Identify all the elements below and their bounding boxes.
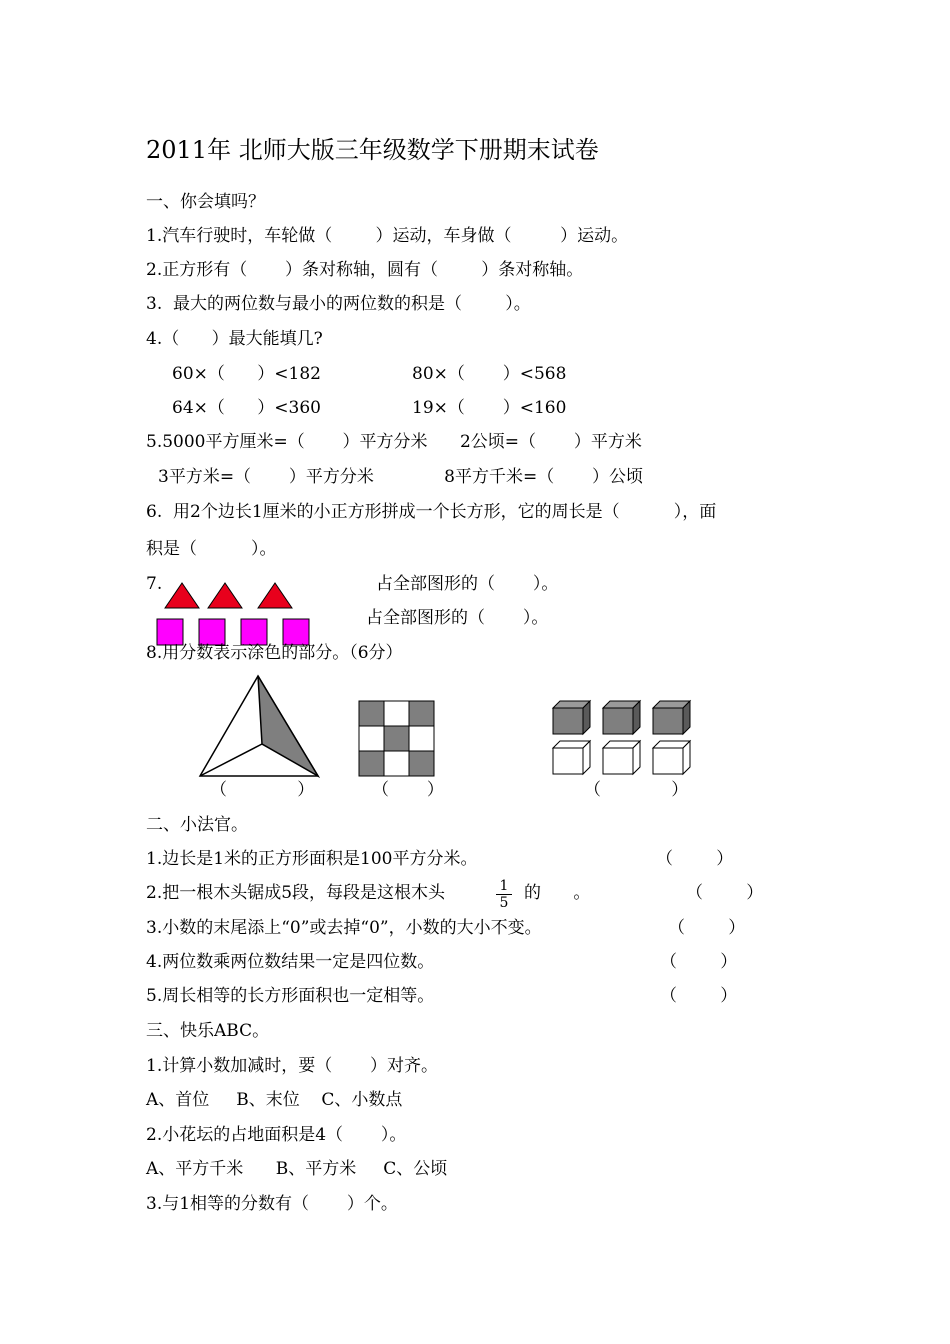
choice-question-3: 3.与1相等的分数有（ ）个。 <box>146 1194 398 1214</box>
question-1-2: 2.正方形有（ ）条对称轴，圆有（ ）条对称轴。 <box>146 260 584 280</box>
red-triangle <box>165 583 199 608</box>
choice-question-2: 2.小花坛的占地面积是4（ ）。 <box>146 1125 407 1145</box>
q4-item-4: 19×（ ）<160 <box>412 398 567 418</box>
magenta-square <box>283 619 309 645</box>
red-triangle <box>208 583 242 608</box>
question-1-5-line-1: 5.5000平方厘米=（ ）平方分米 2公顷=（ ）平方米 <box>146 432 642 452</box>
question-1-1: 1.汽车行驶时，车轮做（ ）运动，车身做（ ）运动。 <box>146 226 629 246</box>
question-1-3: 3. 最大的两位数与最小的两位数的积是（ ）。 <box>146 294 531 314</box>
question-1-6-line-1: 6. 用2个边长1厘米的小正方形拼成一个长方形，它的周长是（ ），面 <box>146 502 717 522</box>
judge-item-2-after: 的 。 <box>524 883 591 903</box>
judge-item-4-blank: （ ） <box>660 952 738 972</box>
choice-question-1: 1.计算小数加减时，要（ ）对齐。 <box>146 1056 439 1076</box>
judge-item-5-blank: （ ） <box>660 986 738 1006</box>
question-1-4: 4.（ ）最大能填几? <box>146 329 323 349</box>
choice-question-1-options: A、首位 B、末位 C、小数点 <box>146 1090 403 1110</box>
shaded-cube <box>603 701 640 734</box>
section-3-heading: 三、快乐ABC。 <box>146 1021 270 1041</box>
judge-item-2: 2.把一根木头锯成5段，每段是这根木头 <box>146 883 446 903</box>
q8-answer-2: （ ） <box>372 780 444 800</box>
q7-squares-text: 占全部图形的（ ）。 <box>366 608 549 628</box>
question-1-8: 8.用分数表示涂色的部分。（6分） <box>146 643 403 663</box>
question-1-6-line-2: 积是（ ）。 <box>146 539 277 559</box>
shaded-triangle-figure <box>198 674 322 780</box>
triangles-group <box>160 580 300 610</box>
judge-item-1: 1.边长是1米的正方形面积是100平方分米。 <box>146 849 478 869</box>
fraction-one-fifth <box>496 878 512 911</box>
red-triangle <box>258 583 292 608</box>
judge-item-1-blank: （ ） <box>656 849 734 869</box>
judge-item-3-blank: （ ） <box>668 918 746 938</box>
q8-answer-1: （ ） <box>210 780 315 800</box>
judge-item-4: 4.两位数乘两位数结果一定是四位数。 <box>146 952 435 972</box>
q8-answer-3: （ ） <box>584 780 689 800</box>
shaded-grid-figure <box>358 700 436 778</box>
question-1-7-number: 7. <box>146 574 163 594</box>
choice-question-2-options: A、平方千米 B、平方米 C、公顷 <box>146 1159 448 1179</box>
magenta-square <box>241 619 267 645</box>
question-1-5-line-2: 3平方米=（ ）平方分米 8平方千米=（ ）公顷 <box>158 467 644 487</box>
section-1-heading: 一、你会填吗？ <box>146 192 265 212</box>
q4-item-3: 64×（ ）<360 <box>172 398 321 418</box>
white-cube <box>653 741 690 774</box>
section-2-heading: 二、小法官。 <box>146 815 248 835</box>
judge-item-2-blank: （ ） <box>686 883 764 903</box>
q4-item-2: 80×（ ）<568 <box>412 364 567 384</box>
shaded-cube <box>553 701 590 734</box>
q4-item-1: 60×（ ）<182 <box>172 364 321 384</box>
shaded-cube <box>653 701 690 734</box>
judge-item-5: 5.周长相等的长方形面积也一定相等。 <box>146 986 435 1006</box>
magenta-square <box>157 619 183 645</box>
magenta-square <box>199 619 225 645</box>
fraction-denominator: 5 <box>499 895 509 911</box>
cubes-figure <box>552 698 692 778</box>
fraction-numerator: 1 <box>496 878 512 895</box>
white-cube <box>553 741 590 774</box>
judge-item-3: 3.小数的末尾添上“0”或去掉“0”，小数的大小不变。 <box>146 918 542 938</box>
white-cube <box>603 741 640 774</box>
page-title: 2011年 北师大版三年级数学下册期末试卷 <box>146 136 599 164</box>
q7-triangles-text: 占全部图形的（ ）。 <box>376 574 559 594</box>
